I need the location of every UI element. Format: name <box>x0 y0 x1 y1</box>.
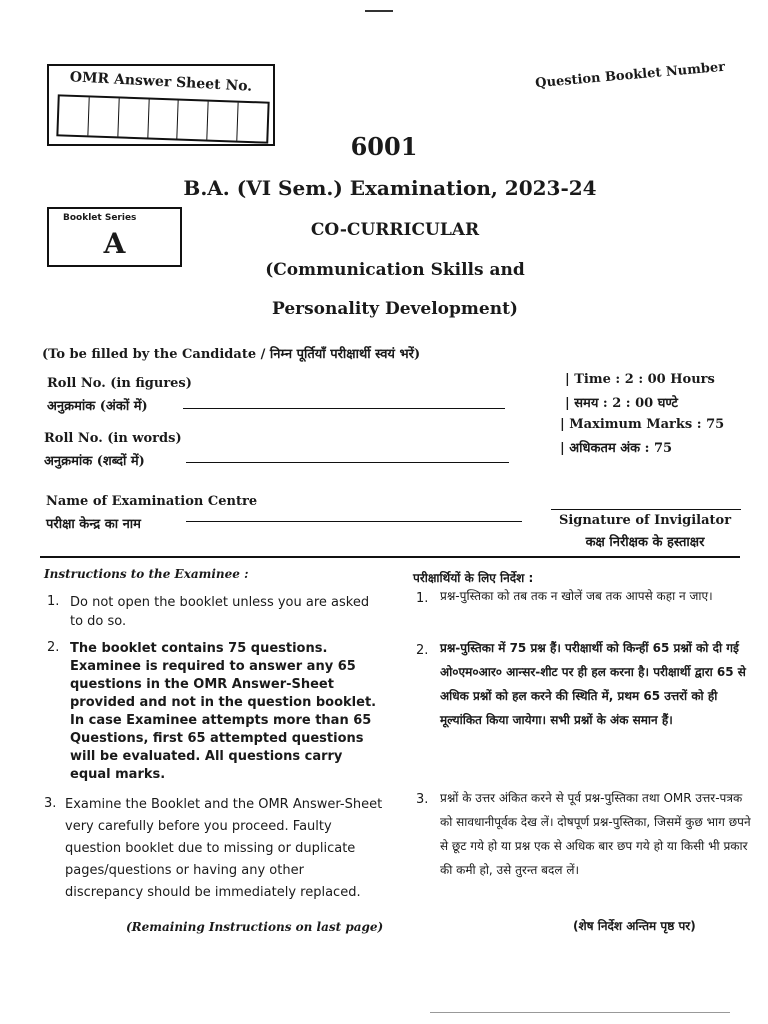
time-en: | Time : 2 : 00 Hours <box>565 372 715 387</box>
omr-cell[interactable] <box>58 96 89 135</box>
booklet-series-label: Booklet Series <box>63 213 137 223</box>
booklet-series-box <box>47 207 182 267</box>
instruction-en-3: Examine the Booklet and the OMR Answer-Sheet very carefully before you proceed. Faulty question booklet due to missing or duplicate pages/questions or having any other discrepancy should be immediately replaced. <box>65 797 383 900</box>
centre-label-hi: परीक्षा केन्द्र का नाम <box>46 517 141 532</box>
signature-label-en: Signature of Invigilator <box>558 513 732 528</box>
signature-label-hi: कक्ष निरीक्षक के हस्ताक्षर <box>585 535 705 550</box>
instruction-hi-number: 3. <box>416 792 429 807</box>
remaining-instructions-hi: (शेष निर्देश अन्तिम पृष्ठ पर) <box>573 919 696 933</box>
roll-words-label-en: Roll No. (in words) <box>44 431 182 446</box>
instructions-hi-title: परीक्षार्थियों के लिए निर्देश : <box>413 571 534 585</box>
paper-code: 6001 <box>350 132 418 161</box>
scan-line <box>430 1012 730 1013</box>
signature-line[interactable] <box>551 509 741 510</box>
centre-label-en: Name of Examination Centre <box>46 494 258 509</box>
roll-figures-label-hi: अनुक्रमांक (अंकों में) <box>47 399 148 414</box>
roll-words-label-hi: अनुक्रमांक (शब्दों में) <box>44 454 145 469</box>
remaining-instructions-en: (Remaining Instructions on last page) <box>126 920 384 934</box>
instructions-en-title: Instructions to the Examinee : <box>44 567 249 581</box>
instruction-hi-2: प्रश्न-पुस्तिका में 75 प्रश्न हैं। परीक्षार्थी को किन्हीं 65 प्रश्नों को दी गई ओ०एम०आर० आन्सर-शीट पर ही हल करना है। परीक्षार्थी द्वारा 65 से अधिक प्रश्नों को हल करने की स्थिति में, प्रथम 65 उत्तरों को ही मूल्यांकित किया जायेगा। सभी प्रश्नों के अंक समान हैं। <box>440 641 746 727</box>
max-marks-hi: | अधिकतम अंक : 75 <box>560 441 673 456</box>
roll-words-input-line[interactable] <box>186 462 509 463</box>
instruction-en-2: The booklet contains 75 questions. Examinee is required to answer any 65 questions in the OMR Answer-Sheet provided and not in the question booklet. In case Examinee attempts more than 65 Questions, first 65 attempted questions will be evaluated. All questions carry equal marks. <box>70 641 377 782</box>
instruction-hi-number: 1. <box>416 591 429 606</box>
instruction-hi-3: प्रश्नों के उत्तर अंकित करने से पूर्व प्रश्न-पुस्तिका तथा OMR उत्तर-पत्रक को सावधानीपूर्वक देख लें। दोषपूर्ण प्रश्न-पुस्तिका, जिसमें कुछ भाग छपने से छूट गये हो या प्रश्न एक से अधिक बार छप गये हो या किसी भी प्रकार की कमी हो, उसे तुरन्त बदल लें। <box>440 791 751 877</box>
scan-mark <box>365 10 393 12</box>
subject-line-3: Personality Development) <box>272 299 518 319</box>
subject-line-2: (Communication Skills and <box>265 260 525 280</box>
time-hi: | समय : 2 : 00 घण्टे <box>565 396 678 411</box>
subject-line-1: CO-CURRICULAR <box>310 220 480 240</box>
instruction-en-number: 3. <box>44 796 57 811</box>
roll-figures-input-line[interactable] <box>183 408 505 409</box>
instruction-en-number: 1. <box>47 594 60 609</box>
question-booklet-number-label: Question Booklet Number <box>534 59 726 92</box>
omr-cell[interactable] <box>88 97 119 136</box>
omr-title: OMR Answer Sheet No. <box>69 69 253 95</box>
instruction-en-number: 2. <box>47 640 60 655</box>
instruction-hi-1: प्रश्न-पुस्तिका को तब तक न खोलें जब तक आपसे कहा न जाए। <box>440 589 713 603</box>
instruction-hi-number: 2. <box>416 643 429 658</box>
candidate-fill-note: (To be filled by the Candidate / निम्न पूर्तियाँ परीक्षार्थी स्वयं भरें) <box>42 347 421 362</box>
roll-figures-label-en: Roll No. (in figures) <box>47 376 192 391</box>
instruction-en-1: Do not open the booklet unless you are asked to do so. <box>70 595 370 629</box>
section-divider <box>40 556 740 558</box>
max-marks-en: | Maximum Marks : 75 <box>560 417 725 432</box>
booklet-series-letter: A <box>103 227 126 260</box>
exam-title: B.A. (VI Sem.) Examination, 2023-24 <box>183 176 597 200</box>
centre-input-line[interactable] <box>186 521 522 522</box>
